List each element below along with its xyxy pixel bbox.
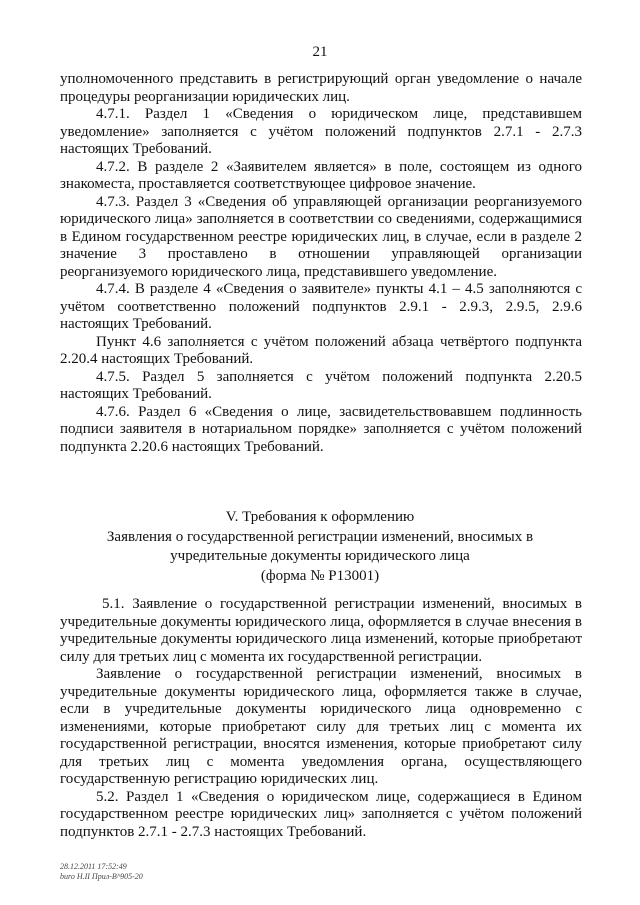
- form-number: (форма № Р13001): [260, 567, 380, 584]
- section-heading: [0, 508, 640, 586]
- top-text-block: [60, 71, 582, 456]
- section-title: V. Требования к оформлению: [225, 509, 415, 525]
- paragraph-5-2: 5.2. Раздел 1 «Сведения о юридическом лице, содержащиеся в Едином государственном реестре юридических лиц» заполняется с учётом положений подпунктов 2.7.1 - 2.7.3 настоящих Требований.: [60, 788, 582, 840]
- paragraph: уполномоченного представить в регистрирующий орган уведомление о начале процедуры реорганизации юридических лиц.: [60, 71, 582, 105]
- bottom-text-block: [60, 596, 582, 841]
- paragraph-item-4-6: Пункт 4.6 заполняется с учётом положений абзаца четвёртого подпункта 2.20.4 настоящих Требований.: [60, 333, 582, 367]
- page-number: 21: [312, 44, 328, 60]
- paragraph-4-7-4: 4.7.4. В разделе 4 «Сведения о заявителе» пункты 4.1 – 4.5 заполняются с учётом соответственно положений подпунктов 2.9.1 - 2.9.3, 2.9.5, 2.9.6 настоящих Требований.: [60, 281, 582, 332]
- section-subtitle-line: учредительные документы юридического лица: [170, 548, 470, 564]
- paragraph: Заявление о государственной регистрации изменений, вносимых в учредительные документы юридического лица, оформляется также в случае, если в учредительные документы юридического лица одновременно с изменениями, которые приобретают силу для третьих лиц с момента их государственной регистрации, вносятся изменения, которые приобретают силу для третьих лиц с момента уведомления органа, осуществляющего государственную регистрацию юридических лиц.: [60, 666, 582, 787]
- paragraph-4-7-6: 4.7.6. Раздел 6 «Сведения о лице, засвидетельствовавшем подлинность подписи заявителя в нотариальном порядке» заполняется с учётом положений подпункта 2.20.6 настоящих Требований.: [60, 403, 582, 455]
- paragraph-4-7-1: 4.7.1. Раздел 1 «Сведения о юридическом лице, представившем уведомление» заполняется с учётом положений подпунктов 2.7.1 - 2.7.3 настоящих Требований.: [60, 106, 582, 157]
- paragraph-4-7-5: 4.7.5. Раздел 5 заполняется с учётом положений подпункта 2.20.5 настоящих Требований.: [60, 368, 582, 402]
- footer-file-reference: buro H.II Прил-В^905-20: [60, 872, 143, 881]
- paragraph-4-7-3: 4.7.3. Раздел 3 «Сведения об управляющей организации реорганизуемого юридического лица» заполняется в соответствии со сведениями, содержащимися в Едином государственном реестре юридических лиц, в случае, если в разделе 2 значение 3 проставлено в отношении управляющей организации реорганизуемого юридического лица, представившего уведомление.: [60, 193, 582, 280]
- footer-timestamp: 28.12.2011 17:52:49: [60, 862, 127, 871]
- footer-stamp: [60, 862, 143, 882]
- paragraph-4-7-2: 4.7.2. В разделе 2 «Заявителем является» в поле, состоящем из одного знакоместа, проставляется соответствующее цифровое значение.: [60, 158, 582, 192]
- paragraph-5-1: 5.1. Заявление о государственной регистрации изменений, вносимых в учредительные документы юридического лица, оформляется в случае внесения в учредительные документы юридического лица изменений, которые приобретают силу для третьих лиц с момента их государственной регистрации.: [60, 596, 582, 665]
- section-subtitle-line: Заявления о государственной регистрации изменений, вносимых в: [106, 528, 534, 545]
